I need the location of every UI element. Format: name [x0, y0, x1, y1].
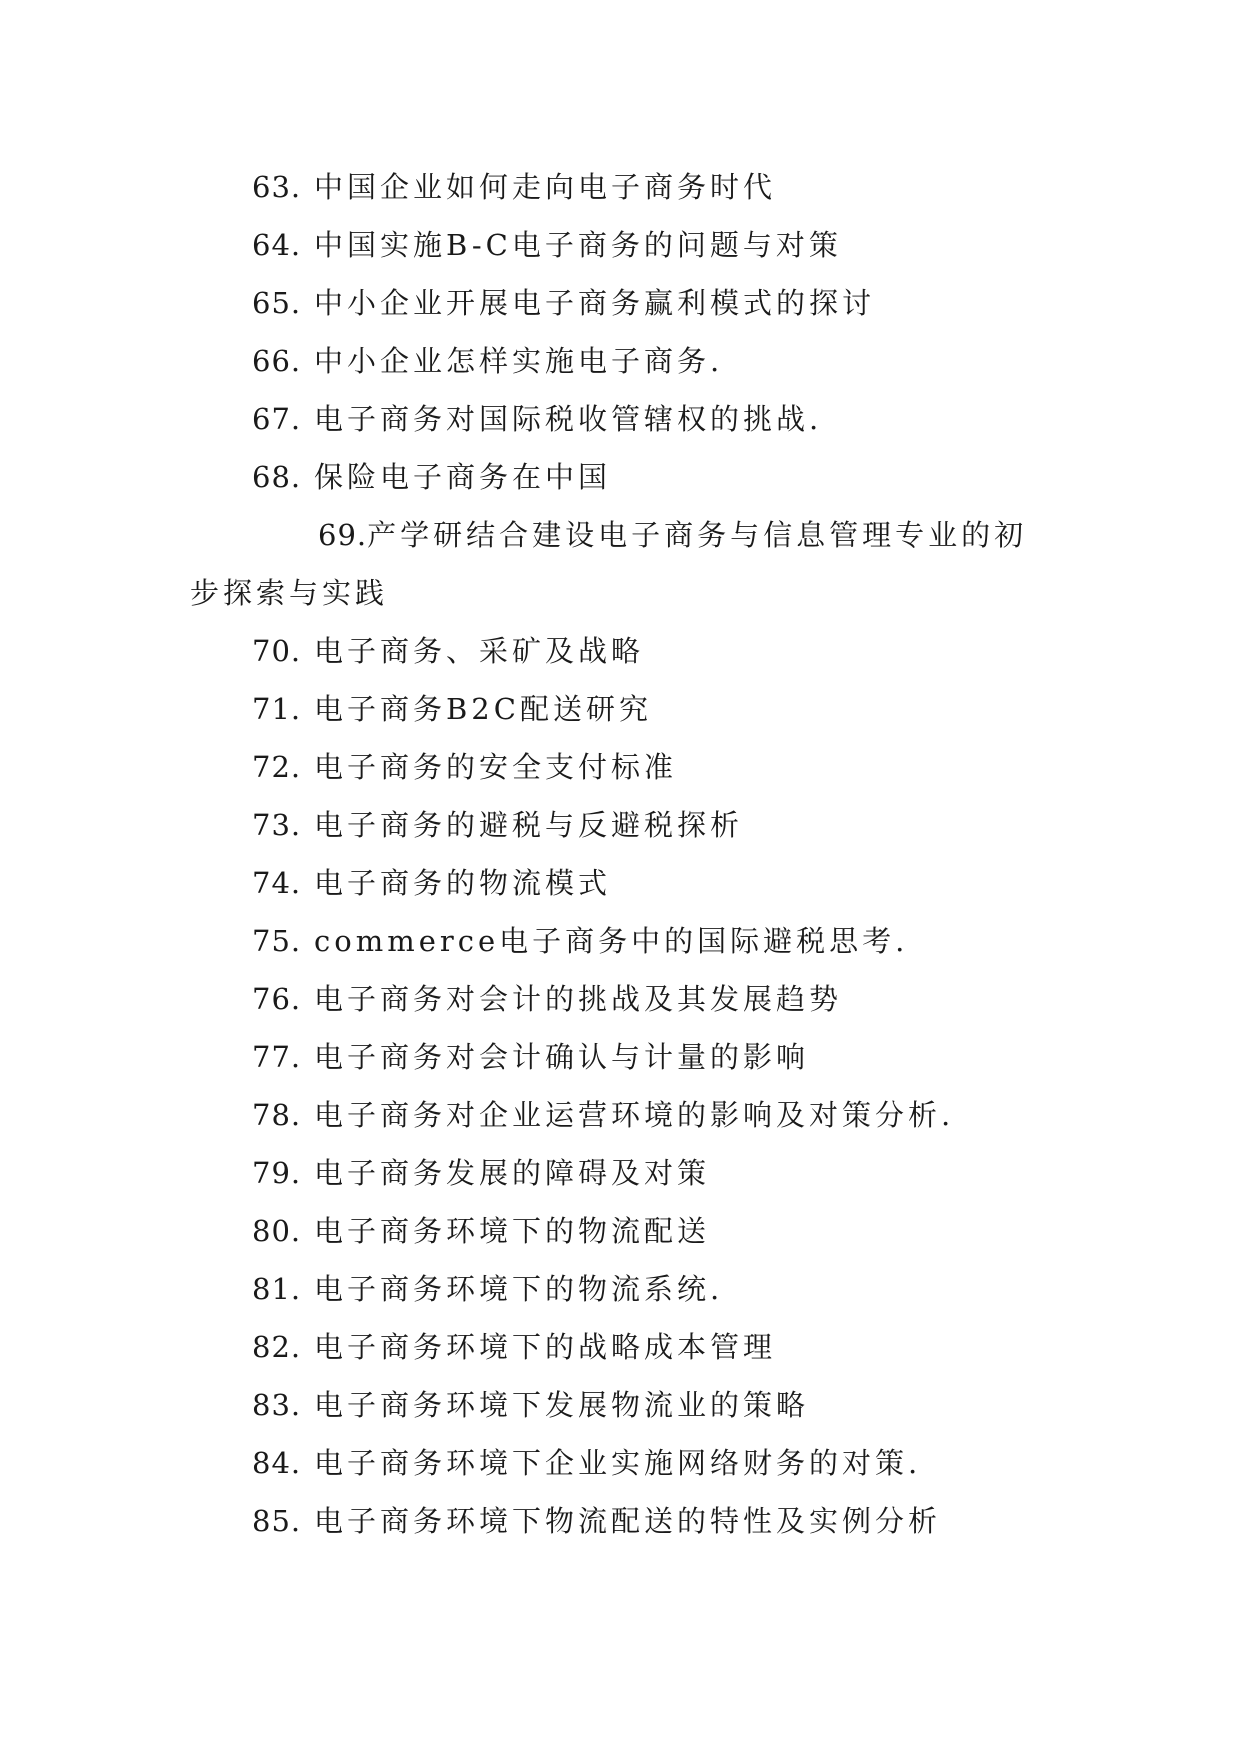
list-item	[190, 1376, 1070, 1434]
list-item	[190, 158, 1070, 216]
item-text: 电子商务对会计确认与计量的影响	[314, 1040, 810, 1074]
item-text: 保险电子商务在中国	[314, 460, 612, 494]
item-text: 中小企业怎样实施电子商务.	[314, 344, 724, 378]
list-item	[190, 1202, 1070, 1260]
list-item	[190, 1318, 1070, 1376]
list-item	[190, 448, 1070, 506]
list-item	[190, 970, 1070, 1028]
item-number: 64.	[252, 228, 302, 262]
item-text: 电子商务环境下物流配送的特性及实例分析	[314, 1504, 942, 1538]
item-text: 电子商务环境下发展物流业的策略	[314, 1388, 810, 1422]
item-number: 68.	[252, 460, 302, 494]
item-text: 电子商务B2C配送研究	[314, 692, 652, 726]
item-number: 66.	[252, 344, 302, 378]
item-number: 65.	[252, 286, 302, 320]
item-text: 电子商务的避税与反避税探析	[314, 808, 744, 842]
item-number: 81.	[252, 1272, 302, 1306]
item-text: 电子商务对会计的挑战及其发展趋势	[314, 982, 843, 1016]
list-item	[190, 1086, 1070, 1144]
list-item	[190, 680, 1070, 738]
item-number: 75.	[252, 924, 302, 958]
item-number: 67.	[252, 402, 302, 436]
item-number: 79.	[252, 1156, 302, 1190]
item-number: 70.	[252, 634, 302, 668]
item-text: 电子商务环境下企业实施网络财务的对策.	[314, 1446, 922, 1480]
item-number: 84.	[252, 1446, 302, 1480]
item-number: 78.	[252, 1098, 302, 1132]
item-text: commerce电子商务中的国际避税思考.	[314, 924, 909, 958]
list-item	[190, 854, 1070, 912]
item-number: 69.	[318, 518, 368, 552]
item-number: 82.	[252, 1330, 302, 1364]
item-text: 电子商务的物流模式	[314, 866, 612, 900]
item-number: 63.	[252, 170, 302, 204]
item-text: 电子商务对国际税收管辖权的挑战.	[314, 402, 823, 436]
item-text: 电子商务发展的障碍及对策	[314, 1156, 711, 1190]
item-text: 中国企业如何走向电子商务时代	[314, 170, 777, 204]
list-item	[190, 912, 1070, 970]
item-number: 77.	[252, 1040, 302, 1074]
list-item	[190, 738, 1070, 796]
list-item	[190, 216, 1070, 274]
list-item	[190, 1492, 1070, 1550]
item-text: 电子商务环境下的物流配送	[314, 1214, 711, 1248]
item-text: 电子商务的安全支付标准	[314, 750, 678, 784]
list-item	[190, 1028, 1070, 1086]
item-text: 电子商务环境下的战略成本管理	[314, 1330, 777, 1364]
item-number: 71.	[252, 692, 302, 726]
title-list	[190, 158, 1070, 1550]
list-item	[190, 390, 1070, 448]
list-item	[190, 274, 1070, 332]
item-number: 74.	[252, 866, 302, 900]
item-text: 电子商务、采矿及战略	[314, 634, 645, 668]
item-number: 85.	[252, 1504, 302, 1538]
item-text: 电子商务环境下的物流系统.	[314, 1272, 724, 1306]
list-item	[190, 796, 1070, 854]
list-item	[190, 1260, 1070, 1318]
list-item	[190, 622, 1070, 680]
item-number: 80.	[252, 1214, 302, 1248]
item-number: 83.	[252, 1388, 302, 1422]
item-number: 76.	[252, 982, 302, 1016]
item-text: 产学研结合建设电子商务与信息管理专业的初步探索与实践	[190, 518, 1028, 610]
item-number: 73.	[252, 808, 302, 842]
item-text: 中国实施B-C电子商务的问题与对策	[314, 228, 842, 262]
list-item	[190, 332, 1070, 390]
list-item	[190, 506, 1060, 622]
item-text: 电子商务对企业运营环境的影响及对策分析.	[314, 1098, 955, 1132]
list-item	[190, 1144, 1070, 1202]
list-item	[190, 1434, 1070, 1492]
item-number: 72.	[252, 750, 302, 784]
item-text: 中小企业开展电子商务赢利模式的探讨	[314, 286, 876, 320]
